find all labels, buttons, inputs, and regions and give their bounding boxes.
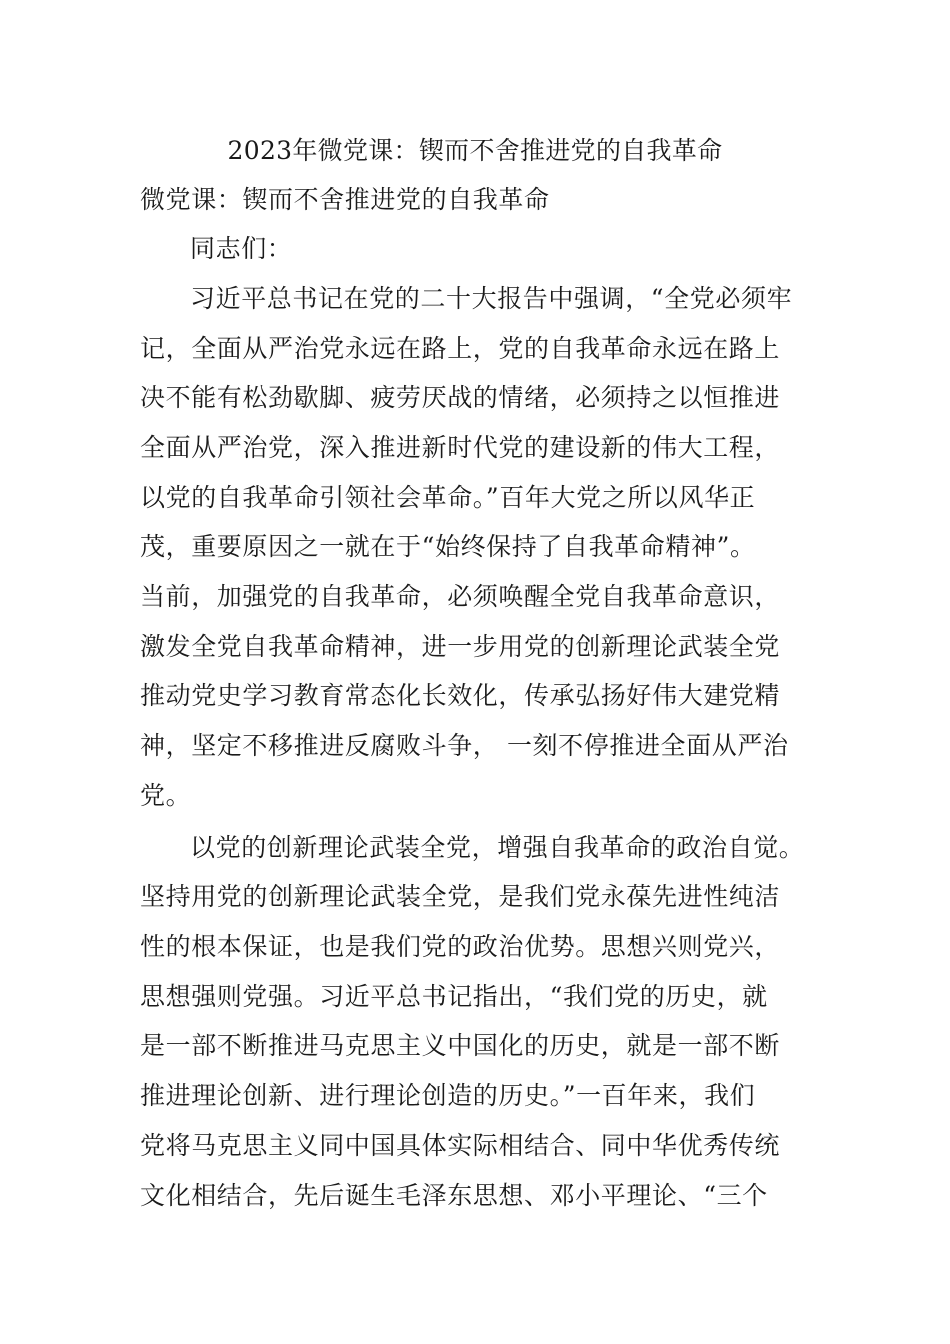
- paragraph-1-line: 推动党史学习教育常态化长效化，传承弘扬好伟大建党精: [140, 681, 781, 710]
- paragraph-1-line: 决不能有松劲歇脚、疲劳厌战的情绪，必须持之以恒推进: [140, 383, 781, 412]
- paragraph-1-line: 当前，加强党的自我革命，必须唤醒全党自我革命意识，: [140, 582, 781, 611]
- paragraph-2-line: 文化相结合，先后诞生毛泽东思想、邓小平理论、“三个: [140, 1181, 768, 1210]
- paragraph-1-line: 茂，重要原因之一就在于“始终保持了自我革命精神”。: [140, 532, 756, 561]
- paragraph-2-line: 党将马克思主义同中国具体实际相结合、同中华优秀传统: [140, 1131, 781, 1160]
- paragraph-2-line: 是一部不断推进马克思主义中国化的历史，就是一部不断: [140, 1031, 781, 1060]
- paragraph-2-line: 坚持用党的创新理论武装全党，是我们党永葆先进性纯洁: [140, 882, 781, 911]
- document-title: 2023年微党课：锲而不舍推进党的自我革命: [227, 136, 723, 165]
- paragraph-1-line: 习近平总书记在党的二十大报告中强调，“全党必须牢: [190, 284, 793, 313]
- greeting: 同志们：: [190, 234, 293, 263]
- paragraph-1-line: 神，坚定不移推进反腐败斗争， 一刻不停推进全面从严治: [140, 731, 789, 760]
- paragraph-2-line: 思想强则党强。习近平总书记指出，“我们党的历史，就: [140, 982, 768, 1011]
- paragraph-1-line: 以党的自我革命引领社会革命。”百年大党之所以风华正: [140, 483, 756, 512]
- paragraph-2-line: 推进理论创新、进行理论创造的历史。”一百年来，我们: [140, 1081, 756, 1110]
- paragraph-1-line: 党。: [140, 781, 192, 810]
- paragraph-1-line: 激发全党自我革命精神，进一步用党的创新理论武装全党: [140, 632, 781, 661]
- document-subtitle: 微党课：锲而不舍推进党的自我革命: [140, 185, 550, 214]
- paragraph-1-line: 记，全面从严治党永远在路上，党的自我革命永远在路上: [140, 334, 781, 363]
- paragraph-1-line: 全面从严治党，深入推进新时代党的建设新的伟大工程，: [140, 433, 781, 462]
- paragraph-2-line: 性的根本保证，也是我们党的政治优势。思想兴则党兴，: [140, 932, 781, 961]
- paragraph-2-line: 以党的创新理论武装全党，增强自我革命的政治自觉。: [190, 833, 805, 862]
